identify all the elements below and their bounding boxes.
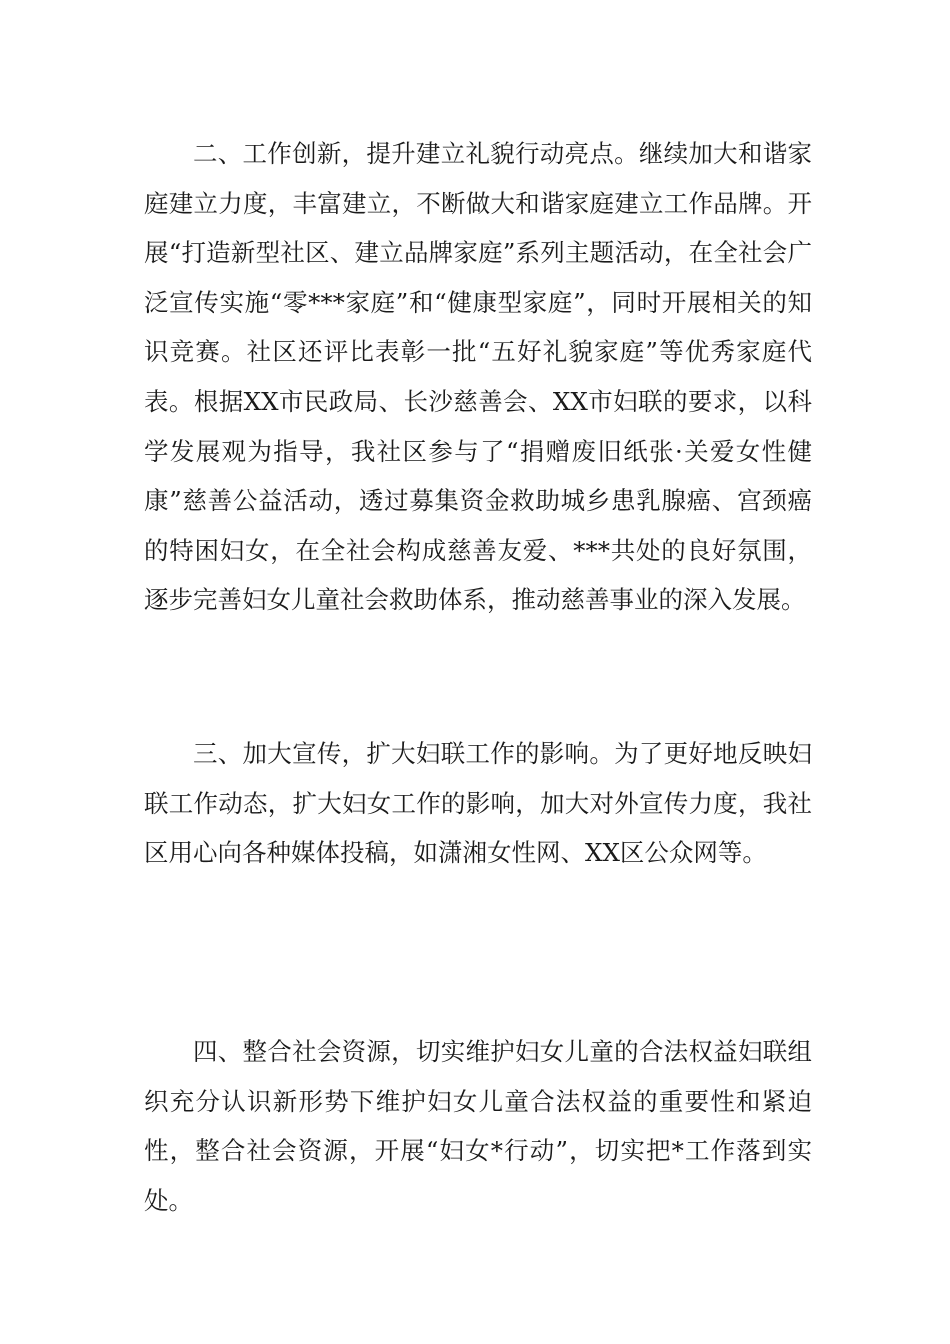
paragraph-publicity: 三、加大宣传，扩大妇联工作的影响。为了更好地反映妇联工作动态，扩大妇女工作的影响，加大对外宣传力度，我社区用心向各种媒体投稿，如潇湘女性网、XX区公众网等。 bbox=[144, 739, 812, 868]
paragraph-work-innovation: 二、工作创新，提升建立礼貌行动亮点。继续加大和谐家庭建立力度，丰富建立，不断做大和谐家庭建立工作品牌。开展“打造新型社区、建立品牌家庭”系列主题活动，在全社会广泛宣传实施“零***家庭”和“健康型家庭”，同时开展相关的知识竞赛。社区还评比表彰一批“五好礼貌家庭”等优秀家庭代表。根据XX市民政局、长沙慈善会、XX市妇联的要求，以科学发展观为指导，我社区参与了“捐赠废旧纸张·关爱女性健康”慈善公益活动，透过募集资金救助城乡患乳腺癌、宫颈癌的特困妇女，在全社会构成慈善友爱、***共处的良好氛围，逐步完善妇女儿童社会救助体系，推动慈善事业的深入发展。 bbox=[144, 139, 812, 615]
paragraph-social-resources: 四、整合社会资源，切实维护妇女儿童的合法权益妇联组织充分认识新形势下维护妇女儿童合法权益的重要性和紧迫性，整合社会资源，开展“妇女*行动”，切实把*工作落到实处。 bbox=[144, 1037, 812, 1215]
